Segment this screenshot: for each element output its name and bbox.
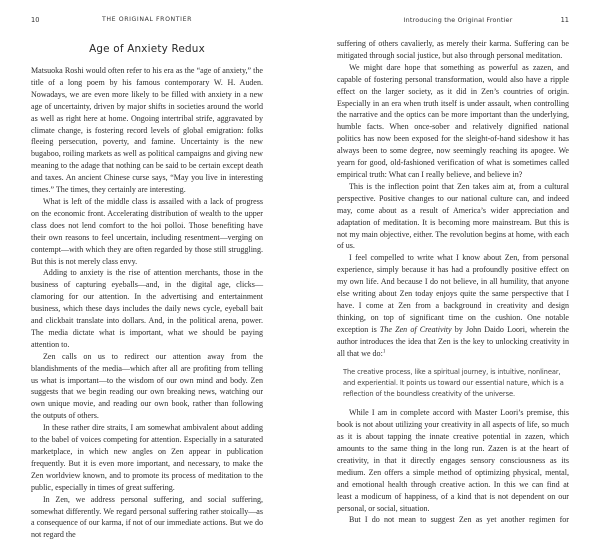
paragraph-text: by John Daido Loori, wherein the author introduces the idea that Zen is the key to unlocking creativity in all that we do: — [337, 324, 569, 358]
paragraph: What is left of the middle class is assailed with a lack of progress on the economic front. Accelerating distribution of wealth to the upper class does not lend comfort to the hoi polloi. Those benefiting have their own reasons to feel uncertain, including resentment—verging on contempt—with which they are often regarded by those still struggling. But this is not merely class envy. — [31, 196, 263, 266]
paragraph: But I do not mean to suggest Zen as yet another regimen for — [349, 515, 569, 525]
left-page — [31, 0, 263, 540]
book-title: The Zen of Creativity — [379, 324, 452, 334]
paragraph: We might dare hope that something as powerful as zazen, and capable of fostering personal transformation, would also have a ripple effect on the larger society, as it did in Zen’s countries of origin. Especially in an era when truth itself is under assault, when controlling the narrative and the optics can be more important than the underlying, humble facts. When once-sober and relatively dignified national politics has now been exposed for the sleight-of-hand sideshow it has always been to some degree, now seemingly reaching its apogee. We yearn for good, old-fashioned verification of what is sometimes called empirical truth: What can I really believe, and believe in? — [337, 62, 569, 179]
paragraph: suffering of others cavalierly, as merely their karma. Suffering can be mitigated through social justice, but also through personal meditation. — [337, 39, 569, 60]
right-page — [337, 0, 569, 525]
paragraph: In these rather dire straits, I am somewhat ambivalent about adding to the babel of voices competing for attention. Especially in a saturated marketplace, in which new angles on Zen appear in publication frequently. But it is even more important, and necessary, to make the Zen worldview known, and to promote its process of meditation to the public, especially in times of great suffering. — [31, 423, 263, 492]
paragraph: Adding to anxiety is the rise of attention merchants, those in the business of capturing eyeballs—and, in the digital age, clicks—clamoring for our attention. In the advertising and entertainment business, which these days includes the daily news cycle, eyeball bait and clickbait translate into dollars. And, in the political arena, power. The media dictate what is important, what we should be paying attention to. — [31, 268, 263, 349]
running-head-title: THE ORIGINAL FRONTIER — [102, 16, 192, 23]
paragraph — [337, 252, 569, 359]
left-running-head — [31, 16, 263, 26]
paragraph: This is the inflection point that Zen takes aim at, from a cultural perspective. Positive changes to our national culture can, and indeed may, come about as a result of America’s wider appreciation and adaptation of meditation. It is becoming more mainstream. But this is not my main objective, either. The revolution begins at home, with each of us. — [337, 181, 569, 251]
footnote-marker[interactable]: 1 — [382, 348, 386, 354]
running-head-title: Introducing the Original Frontier — [403, 16, 513, 24]
paragraph-text: I feel compelled to write what I know about Zen, from personal experience, simply because it has had a profoundly positive effect on my own life. And because I do not believe, in all humility, that anyone else writing about Zen today enjoys quite the same perspective that I have. I come at Zen from a background in creativity and design thinking, on top of significant time on the cushion. One notable exception is — [337, 253, 569, 334]
page-number: 11 — [560, 16, 569, 24]
left-page-body — [31, 65, 263, 541]
block-quote: The creative process, like a spiritual journey, is intuitive, nonlinear, and experiential. It points us toward our essential nature, which is a reflection of the boundless creativity of the universe. — [343, 368, 564, 398]
section-heading: Age of Anxiety Redux — [89, 43, 205, 55]
right-running-head — [337, 16, 569, 26]
page-number: 10 — [31, 16, 40, 24]
paragraph: Zen calls on us to redirect our attention away from the blandishments of the media—which after all are profiting from telling us what is important—to the wisdom of our own mind and body. Zen suggests that we begin reading our own breaking news, watching our own unique movie, and reading our own book, rather than following the outputs of others. — [31, 351, 263, 421]
paragraph: In Zen, we address personal suffering, and social suffering, somewhat differently. We regard personal suffering rather stoically—as a consequence of our karma, if not of our immediate actions. But we do not regard the — [31, 494, 263, 540]
paragraph: Matsuoka Roshi would often refer to his era as the “age of anxiety,” the title of a long poem by his famous contemporary W. H. Auden. Nowadays, we are even more likely to be filled with anxiety in a new age of uncertainty, driven by major shifts in societies around the world as well as right here at home. Ongoing intertribal strife, aggravated by climate change, is fostering record levels of global emigration: folks fleeing persecution, poverty, and famine. Uncertainty is the new bugaboo, roiling markets as well as political campaigns and giving new meaning to the adage that nothing can be said to be certain except death and taxes. An ancient Chinese curse says, “May you live in interesting times.” The times, they certainly are interesting. — [31, 66, 263, 195]
right-page-body — [337, 38, 569, 526]
paragraph: While I am in complete accord with Master Loori’s premise, this book is not about utilizing your creativity in all aspects of life, so much as it is about tapping the innate creative potential in zazen, which amounts to the same thing in the long run. Zazen is at the heart of creativity, in that it directly engages sensory consciousness as its medium. Zen offers a simple method of optimizing physical, mental, and emotional health through creative action. In this we can find at least a modicum of happiness, of a kind that is not dependent on our personal, or social, situation. — [337, 408, 569, 513]
